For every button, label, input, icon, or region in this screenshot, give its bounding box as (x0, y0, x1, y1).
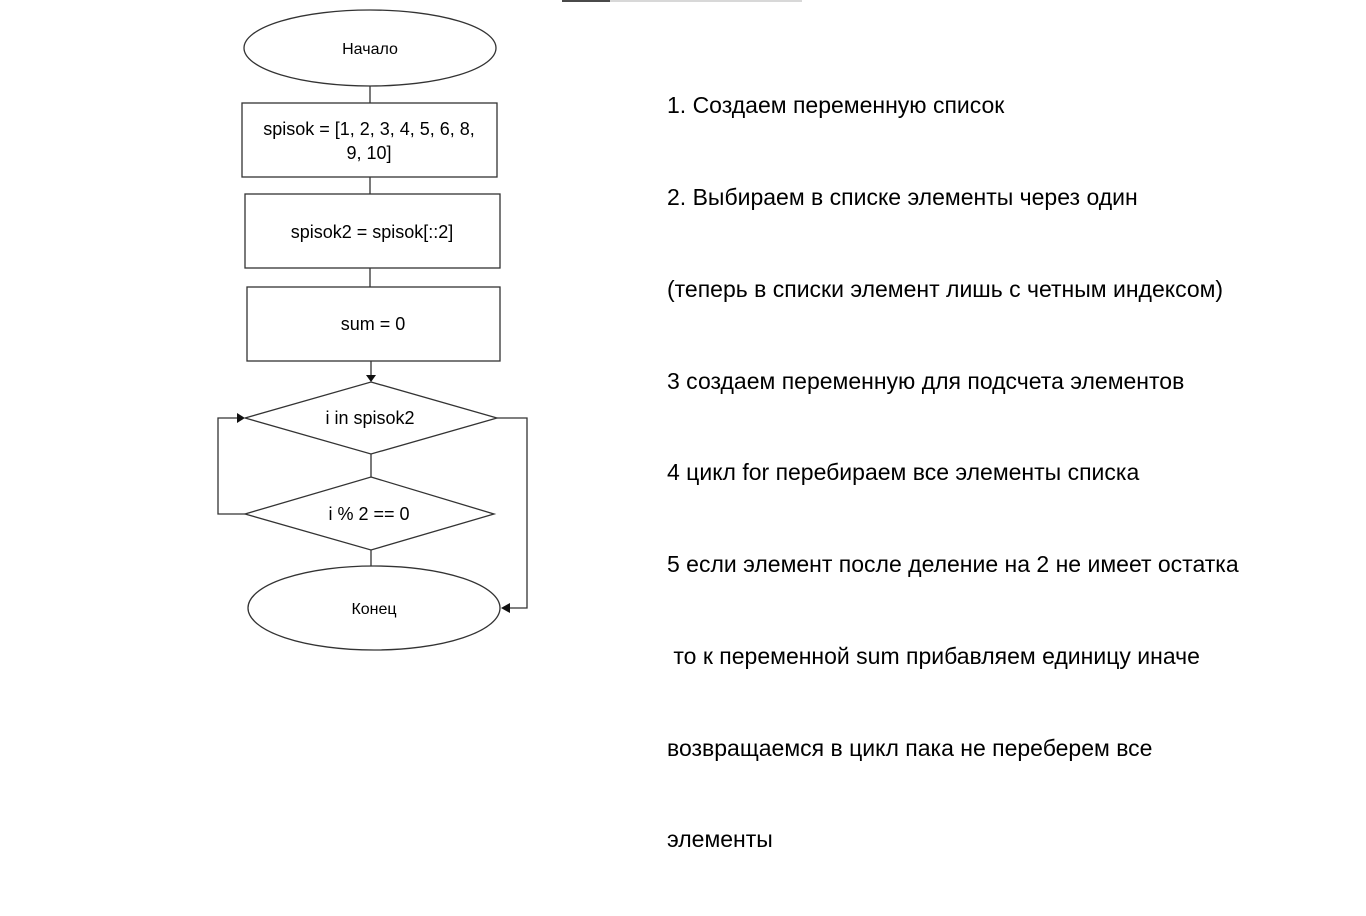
flowchart (0, 0, 640, 672)
process-create-list (242, 103, 497, 177)
connector-loop-exit-to-end (497, 418, 527, 608)
description-line-6: 5 если элемент после деление на 2 не имеет остатка (667, 551, 1239, 578)
description-line-1: 1. Создаем переменную список (667, 92, 1005, 119)
description-line-9: элементы (667, 826, 773, 853)
end-label: Конец (351, 601, 397, 618)
process-init-sum (247, 287, 500, 361)
start-label: Начало (342, 41, 398, 58)
description-line-5: 4 цикл for перебираем все элементы списка (667, 459, 1140, 486)
decision-even-label: i % 2 == 0 (328, 504, 410, 524)
process-init-sum-label: sum = 0 (340, 314, 406, 334)
description-line-2: 2. Выбираем в списке элементы через один (667, 183, 1138, 210)
process-slice-list (245, 194, 500, 268)
description-line-8: возвращаемся в цикл пака не переберем все (667, 734, 1153, 761)
arrowhead-into-end (501, 603, 510, 613)
start-terminator (244, 10, 496, 86)
decision-even (245, 477, 494, 550)
description-line-7: то к переменной sum прибавляем единицу иначе (667, 642, 1200, 669)
connector-even-back-to-loop (218, 418, 245, 514)
decision-loop (245, 382, 497, 454)
arrowhead-into-loop (366, 375, 376, 382)
process-create-list-box (242, 103, 497, 177)
decision-loop-label: i in spisok2 (325, 408, 415, 428)
description-line-4: 3 создаем переменную для подсчета элементов (667, 367, 1185, 394)
description-line-3: (теперь в списки элемент лишь с четным индексом) (667, 275, 1224, 302)
process-create-list-line-1: spisok = [1, 2, 3, 4, 5, 6, 8, (263, 119, 475, 139)
process-create-list-line-2: 9, 10] (346, 143, 392, 163)
end-terminator (248, 566, 500, 650)
algorithm-description (667, 29, 1347, 916)
process-slice-list-label: spisok2 = spisok[::2] (290, 222, 454, 242)
